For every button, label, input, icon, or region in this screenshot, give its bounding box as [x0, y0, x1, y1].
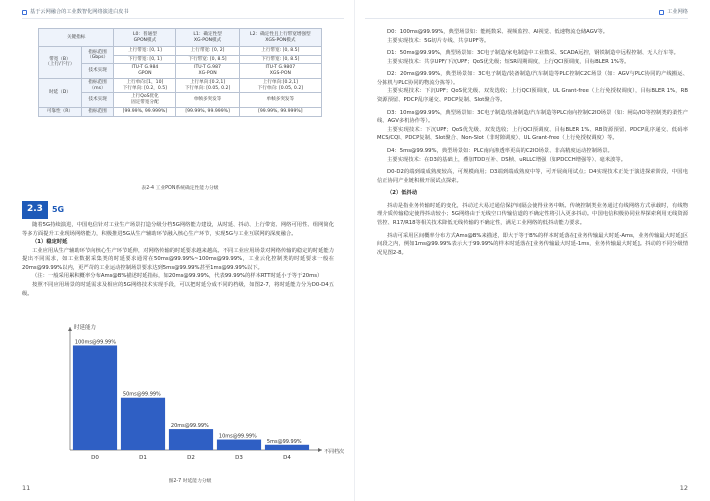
- paragraph-text: 主要实现技术：下沉UPF；QoS优先级、双发选收；上行QCI预调度、目标BLER 1%、RB资源预留、PDCP乱序递交、低码率MCS/CQI、PDCP复制、Slot聚合、Non-Slot（非时隙调度）、UL Grant-free（上行免授权调度）等。: [377, 126, 688, 142]
- level-label: D4：: [387, 147, 400, 154]
- chart-caption: 图2-7 时延能力分级: [168, 479, 212, 484]
- y-axis-label: 时延能力: [74, 325, 97, 331]
- right-page-number: 12: [679, 483, 688, 492]
- table-row: [39, 64, 322, 78]
- table-header-l0: L0：普通型 GPON模式: [114, 29, 176, 47]
- header-divider: [22, 18, 344, 19]
- table-cell: 下行带宽: [0, 1]: [114, 55, 176, 64]
- row-group: 带宽（B） （上行/下行）: [39, 47, 82, 79]
- level-label: D0：: [387, 29, 400, 35]
- paragraph-text: 主要实现技术：共享UPF/下沉UPF；QoS优先级；短SR周期调度，上行QCI预调度，目标BLER 1%等。: [387, 58, 630, 65]
- paragraph-text: 主要实现技术：下沉UPF；QoS优先级、双发选收；上行QCI预调度，UL Grant-free（上行免授权调度），目标BLER 1%，RB资源预留、PDCP乱序递交、PDCP复制、Slot聚合等。: [377, 88, 688, 104]
- table-cell: 上行带宽: [0, 2]: [176, 47, 239, 56]
- table-cell: 上行带宽: [0, 8.5]: [239, 47, 321, 56]
- row-group: 可靠性（R）: [39, 107, 82, 116]
- subheading: [377, 189, 688, 198]
- paragraph-text: D0-D2的端到端成熟度较高，可规模商用；D3端到端成熟度中等，可开展商用试点；D4实现技术正处于演进探索阶段，中国电信正协同产业链积极开展试点探索。: [377, 169, 688, 184]
- tick-label: D4: [283, 455, 291, 461]
- paragraph-text: 10ms@99.99%，典型场景如：3C电子制造/装备制造/汽车制造等PLC南向控制C2IO场景（如：闸岛/IO等控制类的柔性产线、AGV多机协作等）。: [377, 109, 688, 125]
- table-cell: ITU-T G.984 GPON: [114, 64, 176, 78]
- table-cell: 下行带宽: [0, 8.5]: [239, 55, 321, 64]
- section-number: 2.3: [22, 201, 48, 219]
- table-cell: 上行带宽: [0, 1]: [114, 47, 176, 56]
- paragraph: [377, 109, 688, 126]
- table-header-l1: L1：确定性型 XG-PON模式: [176, 29, 239, 47]
- section-title: 5G: [51, 204, 65, 214]
- tick-label: D1: [139, 455, 147, 461]
- paragraph-text: 抖动是指业务传输时延的变化，抖动过大易过通信保护间隔会使得业务中断。传统控制类业务通过有线网络方式承载时，有线物理介质传输稳定使得抖动较小；5G网络由于无线空口传输信道的不确定性将引入更多抖动。中国电信积极协同业界探索利用无线资源管控、R17/R18等相关技术降低无线传输的不确定性，满足工业网络的低抖动能力要求。: [377, 202, 688, 226]
- right-header-title: 工业网络: [667, 9, 688, 15]
- left-header: [22, 8, 129, 16]
- bar-d1: [121, 398, 165, 450]
- subheading: （1）稳定时延: [32, 239, 68, 246]
- paragraph: [377, 147, 688, 156]
- data-label: 10ms@99.99%: [218, 433, 257, 440]
- data-label: 50ms@99.99%: [122, 391, 161, 398]
- paragraph-text: 5ms@99.99%，典型场景如：PLC南向渗透率更高的C2IO场景、非高精度运动控制场景。: [399, 147, 613, 154]
- table-cell: 下行带宽: [0, 8.5]: [176, 55, 239, 64]
- left-header-title: 基于云网融合的工业数智化网络演进白皮书: [30, 9, 129, 15]
- paragraph: [377, 126, 688, 143]
- row-metric: 指标范围: [81, 107, 114, 116]
- paragraph-text: 主要实现技术：5G切片专线、共享UPF等。: [387, 37, 490, 44]
- note: （注：一般采用累积概率分布Ams@B%描述时延指标，如20ms@99.99%，代表99.99%的样本RTT时延小于等于20ms）: [32, 273, 323, 280]
- chart-layer: [68, 323, 344, 461]
- bar-d0: [73, 345, 117, 450]
- paragraph: [377, 70, 688, 87]
- paragraph: 工业应用从生产辅助环节向核心生产环节延伸，对网络传输的时延要求越来越高。不同工业应用场景对网络传输的稳定的时延能力提出不同需求，如工业数据采集类的时延要求通常在50ms@99.99%~100ms@99.99%，工业云化控制类的时延要求一般在20ms@99.99%以内，更严苛的工业运动控制场景要求达到5ms@99.99%甚至1ms@99.99%以下。: [22, 247, 334, 271]
- level-label: D1：: [387, 50, 400, 57]
- paragraph: 按照不同应用场景的时延需求及相应的5G网络技术实现手段，可以把时延分成不同的档级，如图2-7，将时延能力分为D0-D4五级。: [22, 282, 334, 297]
- paragraph-text: 50ms@99.99%，典型场景如：3C电子制造/家电制造中工业数采、SCADA远控，钢铁制造中远程控制、无人行车等。: [399, 50, 679, 57]
- table-row: [39, 78, 322, 92]
- tick-label: D0: [91, 455, 99, 461]
- pon-capability-table: [38, 28, 322, 117]
- paragraph: [377, 232, 688, 258]
- document-icon: [659, 10, 664, 15]
- table-cell: 上行单向:[0.2,1] 下行单向: [0.05, 0.2]: [239, 78, 321, 92]
- table-cell: 上行单向:[1，10] 下行单向: [0.2，0.5]: [114, 78, 176, 92]
- header-divider: [365, 18, 688, 19]
- table-cell: 单帧多突发等: [239, 93, 321, 107]
- x-axis-arrow: [318, 448, 322, 452]
- level-label: D2：: [387, 71, 400, 78]
- paragraph: [377, 58, 688, 67]
- table-cell: [99.99%, 99.999%]: [114, 107, 176, 116]
- paragraph: [377, 168, 688, 185]
- paragraph-text: 主要实现技术：在D3的基础上，叠加TDD互补、DS帧、uRLLC增强（如PDCCH增强等）、毫米波等。: [387, 156, 627, 163]
- row-metric: 技术实现: [81, 64, 114, 78]
- table-header-l2: L2：确定性且上行带宽增强型 XGS-PON模式: [239, 29, 321, 47]
- table-cell: ITU-T G.987 XG-PON: [176, 64, 239, 78]
- left-page-number: 11: [22, 483, 31, 492]
- right-header: [659, 8, 688, 16]
- tick-label: D3: [235, 455, 243, 461]
- paragraph: [377, 37, 688, 46]
- table-cell: 上行QoS优化 固定带宽分配: [114, 93, 176, 107]
- right-page: [355, 0, 710, 501]
- table-row: [39, 93, 322, 107]
- section-heading: [22, 201, 64, 219]
- row-group: 时延（D）: [39, 78, 82, 107]
- data-label: 20ms@99.99%: [170, 423, 209, 430]
- table-row: [39, 47, 322, 56]
- document-icon: [22, 10, 27, 15]
- level-label: D3：: [387, 109, 400, 116]
- row-metric: 指标范围 （ms）: [81, 78, 114, 92]
- paragraph: [377, 156, 688, 165]
- right-body: [377, 28, 688, 261]
- x-axis-label: 不同档次: [324, 449, 345, 455]
- table-cell: [99.99%, 99.999%]: [176, 107, 239, 116]
- y-axis-arrow: [68, 327, 72, 331]
- paragraph-text: 100ms@99.99%，典型场景如：能耗数采、视频监控、AI视觉、低速物流仓储AGV等。: [399, 29, 609, 35]
- paragraph: [377, 202, 688, 228]
- data-label: 5ms@99.99%: [266, 438, 302, 445]
- paragraph-text: 20ms@99.99%，典型场景如：3C电子制造/装备制造/汽车制造等PLC控制C2C场景（如：AGV与PLC协同的产线搬运、分拣机与PLC协同的物流分拣等）。: [377, 71, 689, 86]
- paragraph: [377, 49, 688, 58]
- paragraph-text: （2）低抖动: [387, 190, 418, 197]
- paragraph-text: 抖动可采用区间概率分布方式Ams@B%来描述，即大于等于B%的样本时延落在[业务传输最大时延-Ams，业务传输最大时延]区间段之内，例如1ms@99.99%表示大于99.99%的样本时延落在[业务传输最大时延-1ms，业务传输最大时延]。抖动的不同分级情况见图2-8。: [377, 232, 688, 256]
- table-caption: 表2-4 工业PON系统确定性能力分级: [141, 186, 219, 191]
- left-body: [22, 221, 334, 298]
- bar-d2: [169, 429, 213, 450]
- data-label: 100ms@99.99%: [74, 339, 117, 346]
- row-metric: 指标范围 （Gbps）: [81, 47, 114, 64]
- table-cell: ITU-T G.9807 XGS-PON: [239, 64, 321, 78]
- paragraph: 随着5G持续演进，中国电信针对工业生产场景打造分级分档5G网络能力建设，从时延、抖动、上行带宽、网络可用性、组网简化等多方面提升工业现场网络能力，积极推进5G从生产辅助环节融入核心生产环节，实现5G与工业互联网的深度融合。: [22, 222, 334, 237]
- table-cell: [99.99%, 99.999%]: [239, 107, 321, 116]
- tick-label: D2: [187, 455, 195, 461]
- bar-d3: [217, 440, 261, 450]
- paragraph: [377, 87, 688, 104]
- bar-d4: [265, 445, 309, 450]
- paragraph: [377, 28, 688, 37]
- table-row: [39, 107, 322, 116]
- table-cell: 单帧多突发等: [176, 93, 239, 107]
- table-cell: 上行单向:[0.2,1] 下行单向: [0.05, 0.2]: [176, 78, 239, 92]
- latency-chart: [40, 320, 345, 472]
- table-header-metric: 关键指标: [39, 29, 114, 47]
- row-metric: 技术实现: [81, 93, 114, 107]
